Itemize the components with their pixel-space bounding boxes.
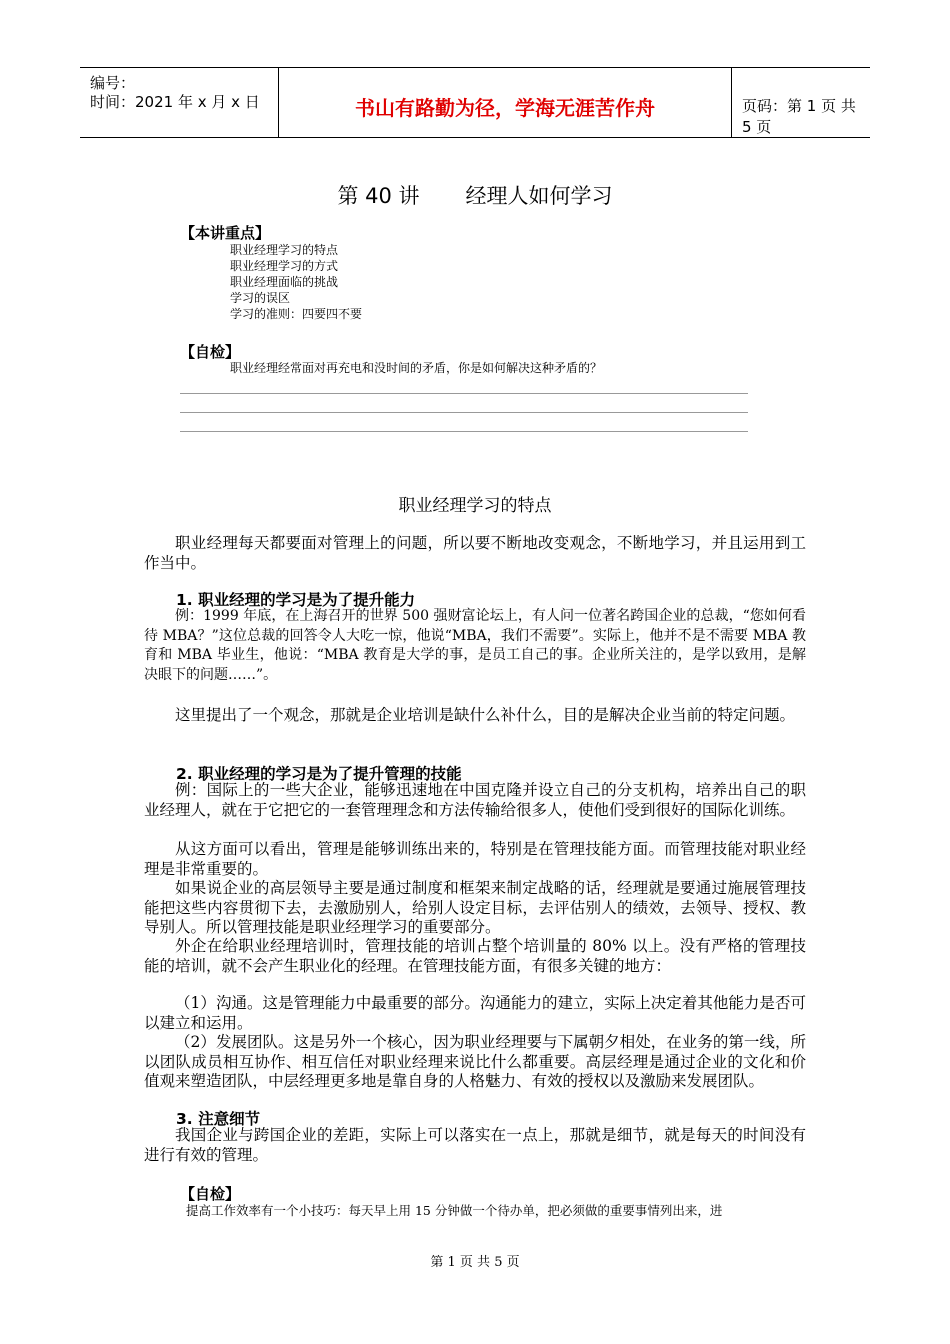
motto: 书山有路勤为径，学海无涯苦作舟 [355, 96, 655, 120]
part1-comment: 这里提出了一个观念，那就是企业培训是缺什么补什么，目的是解决企业当前的特定问题。 [175, 706, 796, 724]
focus-label: 【本讲重点】 [180, 224, 271, 242]
part2-paragraph: 外企在给职业经理培训时，管理技能的培训占整个培训量的 80% 以上。没有严格的管理技能的培训，就不会产生职业化的经理。在管理技能方面，有很多关键的地方： [144, 937, 806, 975]
answer-line [180, 393, 748, 394]
part1-example: 例：1999 年底，在上海召开的世界 500 强财富论坛上，有人问一位著名跨国企业的总裁，“您如何看待 MBA？”这位总裁的回答令人大吃一惊，他说“MBA，我们不需要”。实际上，他并不是不需要 MBA 教育和 MBA 毕业生，他说：“MBA 教育是大学的事，是员工自己的事。企业所关注的，是学以致用，是解决眼下的问题……”。 [144, 608, 806, 683]
section-title: 职业经理学习的特点 [398, 496, 552, 516]
focus-item: 职业经理面临的挑战 [230, 275, 339, 289]
header-page-cell [732, 68, 870, 137]
self-check-label: 【自检】 [180, 343, 241, 361]
part2-paragraph: 例：国际上的一些大企业，能够迅速地在中国克隆并设立自己的分支机构，培养出自己的职业经理人，就在于它把它的一套管理理念和方法传输给很多人，使他们受到很好的国际化训练。 [144, 781, 806, 819]
part2-heading: 2. 职业经理的学习是为了提升管理的技能 [176, 765, 462, 783]
part2-paragraph: 如果说企业的高层领导主要是通过制度和框架来制定战略的话，经理就是要通过施展管理技能把这些内容贯彻下去，去激励别人，给别人设定目标，去评估别人的绩效，去领导、授权、教导别人。所以管理技能是职业经理学习的重要部分。 [144, 879, 806, 936]
part1-heading: 1. 职业经理的学习是为了提升能力 [176, 591, 416, 609]
date-text: 时间：2021 年 x 月 x 日 [90, 93, 260, 111]
lecture-number: 第 40 讲 [337, 184, 420, 208]
part2-paragraph: （2）发展团队。这是另外一个核心，因为职业经理要与下属朝夕相处，在业务的第一线，所以团队成员相互协作、相互信任对职业经理来说比什么都重要。高层经理是通过企业的文化和价值观来塑造团队，中层经理更多地是靠自身的人格魅力、有效的授权以及激励来发展团队。 [144, 1033, 806, 1090]
focus-list [230, 242, 362, 322]
self-check-2-text: 提高工作效率有一个小技巧：每天早上用 15 分钟做一个待办单，把必须做的重要事情列出来，进 [186, 1203, 723, 1218]
answer-line [180, 431, 748, 432]
lecture-title [0, 180, 950, 210]
focus-item: 职业经理学习的特点 [230, 243, 339, 257]
lecture-topic: 经理人如何学习 [465, 184, 613, 208]
page-footer: 第 1 页 共 5 页 [430, 1255, 520, 1270]
focus-item: 职业经理学习的方式 [230, 259, 339, 273]
part2-paragraph: （1）沟通。这是管理能力中最重要的部分。沟通能力的建立，实际上决定着其他能力是否可以建立和运用。 [144, 994, 806, 1032]
intro-paragraph: 职业经理每天都要面对管理上的问题，所以要不断地改变观念，不断地学习，并且运用到工作当中。 [144, 534, 806, 572]
focus-item: 学习的准则：四要四不要 [230, 307, 363, 321]
header-left-cell [80, 68, 279, 137]
part3-heading: 3. 注意细节 [176, 1110, 261, 1128]
self-check-question: 职业经理经常面对再充电和没时间的矛盾，你是如何解决这种矛盾的？ [230, 361, 603, 375]
focus-item: 学习的误区 [230, 291, 291, 305]
answer-line [180, 412, 748, 413]
page-number: 页码：第 1 页 共 5 页 [742, 97, 856, 136]
part3-paragraph: 我国企业与跨国企业的差距，实际上可以落实在一点上，那就是细节，就是每天的时间没有进行有效的管理。 [144, 1126, 806, 1164]
page-header [80, 67, 870, 138]
self-check-2-label: 【自检】 [180, 1185, 241, 1203]
part2-paragraph: 从这方面可以看出，管理是能够训练出来的，特别是在管理技能方面。而管理技能对职业经理是非常重要的。 [144, 840, 806, 878]
header-motto-cell [279, 68, 732, 137]
number-label: 编号： [90, 74, 136, 92]
